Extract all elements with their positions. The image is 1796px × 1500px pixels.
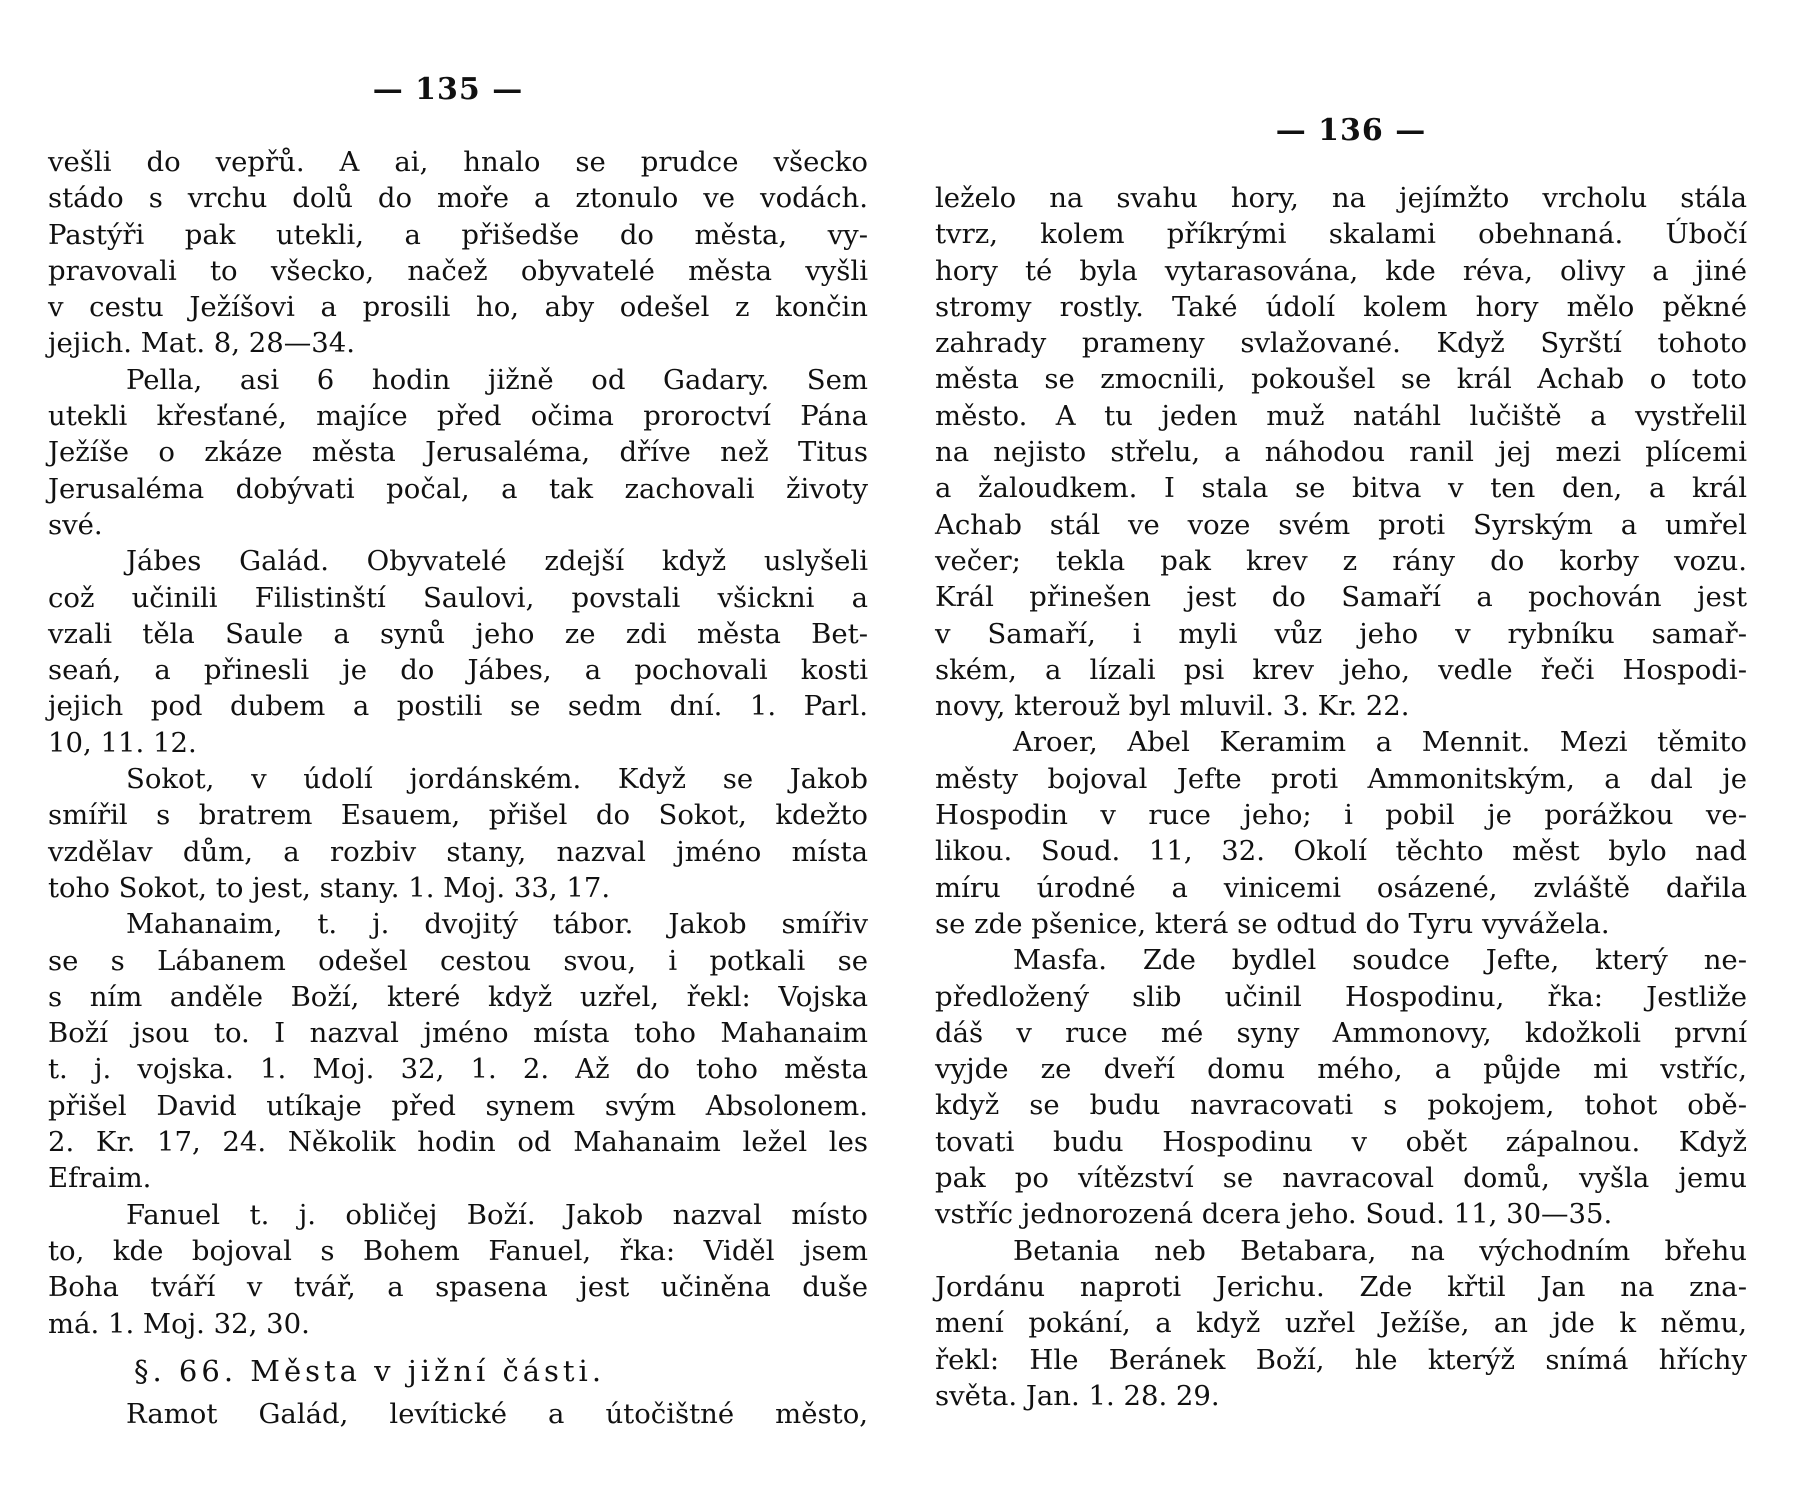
text-line: hory té byla vytarasována, kde réva, olivy a jiné bbox=[935, 254, 1747, 287]
text-line: jejich pod dubem a postili se sedm dní. 1. Parl. bbox=[48, 690, 868, 723]
text-line: město. A tu jeden muž natáhl lučiště a vystřelil bbox=[935, 399, 1747, 432]
text-line: Fanuel t. j. obličej Boží. Jakob nazval místo bbox=[126, 1198, 868, 1231]
text-line: Mahanaim, t. j. dvojitý tábor. Jakob smířiv bbox=[126, 908, 868, 941]
text-line: své. bbox=[48, 508, 103, 541]
text-line: smířil s bratrem Esauem, přišel do Sokot, kdežto bbox=[48, 799, 868, 832]
text-line: novy, kterouž byl mluvil. 3. Kr. 22. bbox=[935, 690, 1410, 723]
text-line: utekli křesťané, majíce před očima proroctví Pána bbox=[48, 400, 868, 433]
left-page-text bbox=[48, 144, 868, 1432]
right-page bbox=[935, 0, 1747, 1500]
text-line: leželo na svahu hory, na jejímžto vrcholu stála bbox=[935, 182, 1747, 214]
text-line: se s Lábanem odešel cestou svou, i potkali se bbox=[48, 944, 868, 977]
text-line: 10, 11. 12. bbox=[48, 726, 197, 759]
text-line: tovati budu Hospodinu v obět zápalnou. Když bbox=[935, 1125, 1747, 1158]
text-line: vyjde ze dveří domu mého, a půjde mi vstříc, bbox=[935, 1053, 1747, 1086]
text-line: s ním anděle Boží, které když uzřel, řekl: Vojska bbox=[48, 980, 868, 1013]
text-line: zahrady prameny svlažované. Když Syrští tohoto bbox=[935, 327, 1747, 360]
text-line: jejich. Mat. 8, 28—34. bbox=[48, 327, 356, 360]
text-line: vešli do vepřů. A ai, hnalo se prudce všecko bbox=[48, 146, 868, 178]
text-line: Masfa. Zde bydlel soudce Jefte, který ne- bbox=[1013, 944, 1747, 977]
text-line: v Samaří, i myli vůz jeho v rybníku samař- bbox=[935, 617, 1747, 650]
text-line: tvrz, kolem příkrými skalami obehnaná. Úbočí bbox=[935, 218, 1747, 251]
text-line: Achab stál ve voze svém proti Syrským a umřel bbox=[935, 508, 1747, 541]
text-line: a žaloudkem. I stala se bitva v ten den, a král bbox=[935, 472, 1747, 505]
text-line: Ramot Galád, levítické a útočištné město, bbox=[126, 1397, 868, 1430]
text-line: se zde pšenice, která se odtud do Tyru vyvážela. bbox=[935, 907, 1610, 940]
text-line: když se budu navracovati s pokojem, tohot obě- bbox=[935, 1089, 1747, 1122]
text-line: dáš v ruce mé syny Ammonovy, kdožkoli první bbox=[935, 1016, 1747, 1049]
text-line: to, kde bojoval s Bohem Fanuel, řka: Viděl jsem bbox=[48, 1234, 868, 1267]
right-page-text bbox=[935, 180, 1747, 1414]
text-line: Boha tváří v tvář, a spasena jest učiněna duše bbox=[48, 1271, 868, 1304]
text-line: Betania neb Betabara, na východním břehu bbox=[1013, 1234, 1747, 1267]
text-line: světa. Jan. 1. 28. 29. bbox=[935, 1379, 1220, 1412]
text-line: Sokot, v údolí jordánském. Když se Jakob bbox=[126, 763, 868, 796]
text-line: vstříc jednorozená dcera jeho. Soud. 11, 30—35. bbox=[935, 1198, 1613, 1231]
text-line: t. j. vojska. 1. Moj. 32, 1. 2. Až do toho města bbox=[48, 1053, 868, 1086]
text-line: Jordánu naproti Jerichu. Zde křtil Jan na zna- bbox=[935, 1270, 1747, 1303]
text-line: 2. Kr. 17, 24. Několik hodin od Mahanaim ležel les bbox=[48, 1126, 868, 1159]
text-line: ském, a lízali psi krev jeho, vedle řeči Hospodi- bbox=[935, 653, 1747, 686]
text-line: na nejisto střelu, a náhodou ranil jej mezi plícemi bbox=[935, 436, 1747, 469]
text-line: pak po vítězství se navracoval domů, vyšla jemu bbox=[935, 1162, 1747, 1195]
text-line: předložený slib učinil Hospodinu, řka: Jestliže bbox=[935, 980, 1747, 1013]
text-line: řekl: Hle Beránek Boží, hle kterýž snímá hříchy bbox=[935, 1343, 1747, 1376]
section-heading: §. 66. Města v jižní části. bbox=[134, 1353, 606, 1388]
text-line: míru úrodné a vinicemi osázené, zvláště dařila bbox=[935, 871, 1747, 904]
text-line: Pastýři pak utekli, a přišedše do města, vy- bbox=[48, 218, 868, 251]
text-line: Aroer, Abel Keramim a Mennit. Mezi těmito bbox=[1013, 726, 1747, 759]
text-line: likou. Soud. 11, 32. Okolí těchto měst bylo nad bbox=[935, 835, 1747, 868]
text-line: Pella, asi 6 hodin jižně od Gadary. Sem bbox=[126, 363, 868, 396]
text-line: Boží jsou to. I nazval jméno místa toho Mahanaim bbox=[48, 1017, 868, 1050]
text-line: Hospodin v ruce jeho; i pobil je porážkou ve- bbox=[935, 799, 1747, 832]
text-line: v cestu Ježíšovi a prosili ho, aby odešel z končin bbox=[48, 291, 868, 324]
text-line: mení pokání, a když uzřel Ježíše, an jde k němu, bbox=[935, 1307, 1747, 1340]
page-number: — 135 — bbox=[372, 72, 524, 107]
text-line: Jábes Galád. Obyvatelé zdejší když uslyšeli bbox=[126, 545, 868, 578]
text-line: města se zmocnili, pokoušel se král Achab o toto bbox=[935, 363, 1747, 396]
text-line: což učinili Filistinští Saulovi, povstali všickni a bbox=[48, 581, 868, 614]
text-line: přišel David utíkaje před synem svým Absolonem. bbox=[48, 1089, 868, 1122]
text-line: městy bojoval Jefte proti Ammonitským, a dal je bbox=[935, 762, 1747, 795]
text-line: stromy rostly. Také údolí kolem hory mělo pěkné bbox=[935, 290, 1747, 323]
text-line: toho Sokot, to jest, stany. 1. Moj. 33, 17. bbox=[48, 871, 611, 904]
text-line: Jerusaléma dobývati počal, a tak zachovali životy bbox=[48, 472, 868, 505]
page-number: — 136 — bbox=[1275, 113, 1427, 148]
text-line: vzali těla Saule a synů jeho ze zdi města Bet- bbox=[48, 617, 868, 650]
text-line: Král přinešen jest do Samaří a pochován jest bbox=[935, 581, 1747, 614]
text-line: má. 1. Moj. 32, 30. bbox=[48, 1307, 310, 1340]
text-line: vzdělav dům, a rozbiv stany, nazval jméno místa bbox=[48, 835, 868, 868]
text-line: večer; tekla pak krev z rány do korby vozu. bbox=[935, 544, 1747, 577]
text-line: Efraim. bbox=[48, 1162, 152, 1195]
text-line: stádo s vrchu dolů do moře a ztonulo ve vodách. bbox=[48, 182, 868, 215]
text-line: pravovali to všecko, načež obyvatelé města vyšli bbox=[48, 254, 868, 287]
text-line: seań, a přinesli je do Jábes, a pochovali kosti bbox=[48, 654, 868, 687]
left-page bbox=[48, 0, 868, 1500]
text-line: Ježíše o zkáze města Jerusaléma, dříve než Titus bbox=[48, 436, 868, 469]
